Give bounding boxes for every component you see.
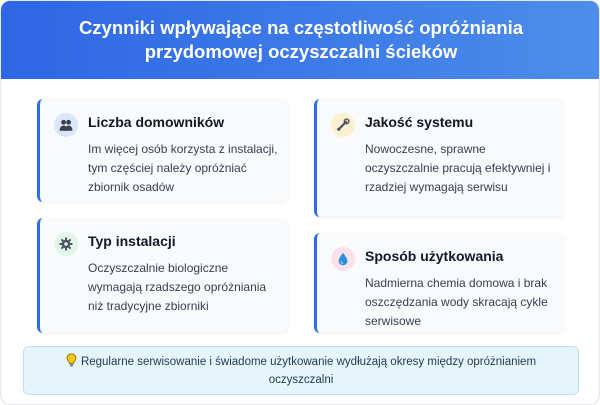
- card-title: Liczba domowników: [88, 114, 225, 130]
- wrench-icon: [331, 113, 355, 137]
- tip-banner: [23, 346, 579, 395]
- lightbulb-icon: [66, 353, 77, 372]
- card-description: Nadmierna chemia domowa i brak oszczędzania wody skracają cykle serwisowe: [365, 276, 548, 328]
- card-installation-type: [37, 218, 288, 333]
- card-description: Nowoczesne, sprawne oczyszczalnie pracują efektywniej i rzadziej wymagają serwisu: [365, 142, 551, 194]
- card-title: Jakość systemu: [365, 114, 474, 130]
- people-icon: [54, 113, 78, 137]
- card-description: Oczyszczalnie biologiczne wymagają rzadszego opróżniania niż tradycyjne zbiorniki: [88, 261, 267, 313]
- gear-icon: [54, 232, 78, 256]
- header-banner: [1, 1, 600, 79]
- card-usage-method: [314, 233, 565, 333]
- card-household-members: [37, 99, 288, 202]
- card-description: Im więcej osób korzysta z instalacji, tym częściej należy opróżniać zbiornik osadów: [88, 142, 278, 194]
- water-drop-icon: [331, 247, 355, 271]
- card-title: Typ instalacji: [88, 233, 176, 249]
- page-title: Czynniki wpływające na częstotliwość opróżniania przydomowej oczyszczalni ścieków: [78, 17, 524, 62]
- card-system-quality: [314, 99, 565, 217]
- tip-paragraph: [51, 353, 551, 388]
- card-title: Sposób użytkowania: [365, 248, 504, 264]
- tip-text: Regularne serwisowanie i świadome użytkowanie wydłużają okresy między opróżnianiem oczyszczalni: [80, 356, 537, 386]
